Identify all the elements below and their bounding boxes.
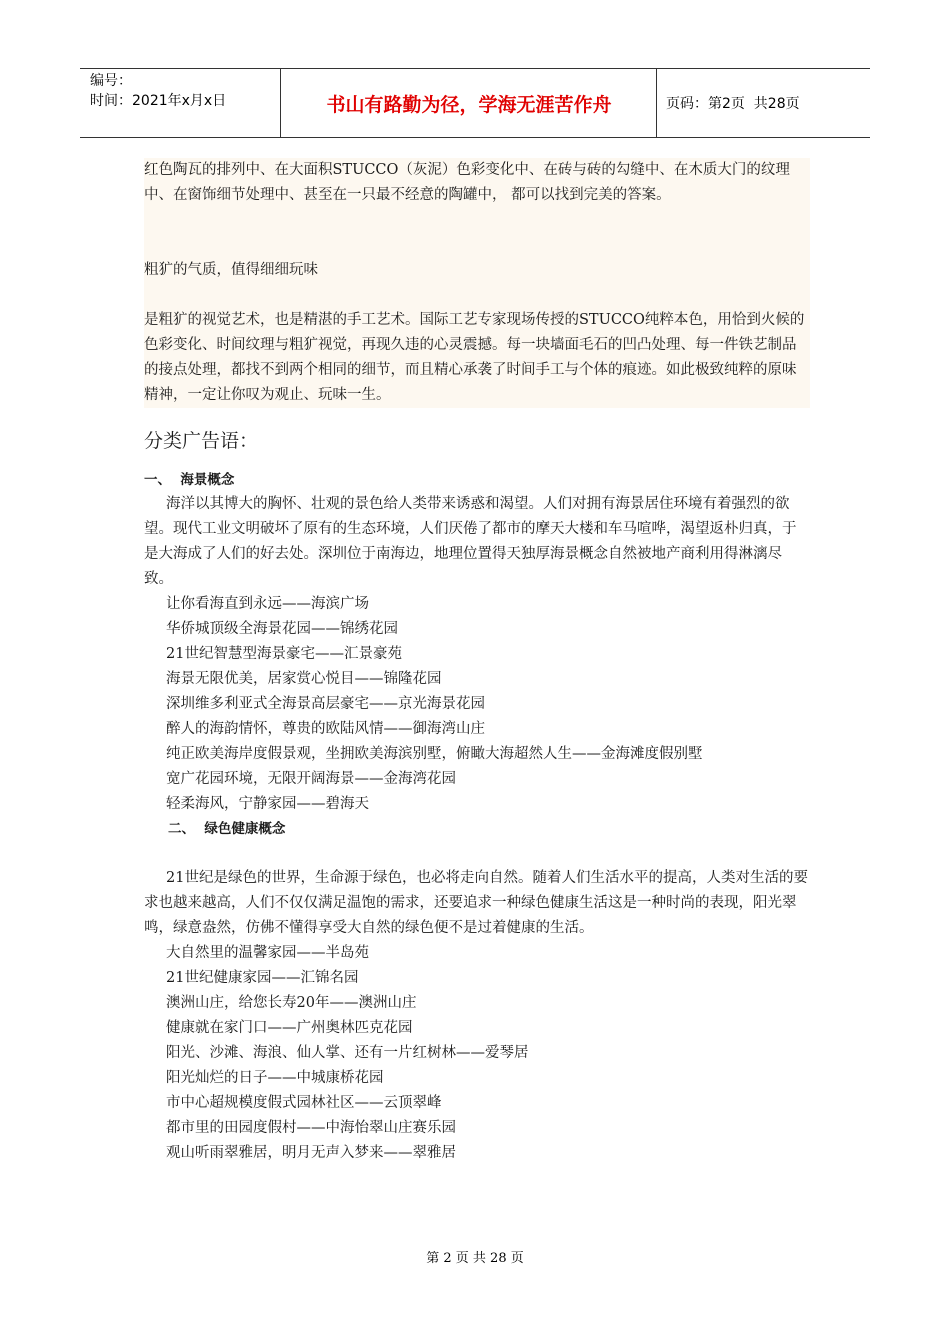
slogan-line: 海景无限优美，居家赏心悦目——锦隆花园 <box>166 671 442 687</box>
document-body <box>144 158 810 1166</box>
header-divider <box>280 69 281 137</box>
page-header <box>80 68 870 138</box>
slogan-line: 宽广花园环境，无限开阔海景——金海湾花园 <box>166 771 456 787</box>
slogan-line: 让你看海直到永远——海滨广场 <box>166 596 369 612</box>
slogan-line: 阳光灿烂的日子——中城康桥花园 <box>166 1070 384 1086</box>
slogan-line: 大自然里的温馨家园——半岛苑 <box>166 945 369 961</box>
slogan-line: 都市里的田园度假村——中海怡翠山庄赛乐园 <box>166 1120 456 1136</box>
section-green-health <box>144 817 810 1166</box>
intro-block <box>144 158 810 408</box>
slogan-line: 醉人的海韵情怀，尊贵的欧陆风情——御海湾山庄 <box>166 721 485 737</box>
slogan-line: 轻柔海风，宁静家园——碧海天 <box>166 796 369 812</box>
header-time: 时间：2021年x月x日 <box>90 93 227 109</box>
page-footer: 第 2 页 共 28 页 <box>426 1251 524 1266</box>
section-paragraph: 21世纪是绿色的世界，生命源于绿色，也必将走向自然。随着人们生活水平的提高，人类对生活的要求也越来越高，人们不仅仅满足温饱的需求，还要追求一种绿色健康生活这是一种时尚的表现，阳光翠鸣，绿意盎然，仿佛不懂得享受大自然的绿色便不是过着健康的生活。 <box>144 870 808 936</box>
slogan-line: 21世纪健康家园——汇锦名园 <box>166 970 359 986</box>
slogan-line: 市中心超规模度假式园林社区——云顶翠峰 <box>166 1095 442 1111</box>
intro-subtitle: 粗犷的气质，值得细细玩味 <box>144 262 318 278</box>
header-page-number: 页码：第2页 共28页 <box>666 96 800 112</box>
section-title: 二、 绿色健康概念 <box>168 821 286 837</box>
slogan-line: 深圳维多利亚式全海景高层豪宅——京光海景花园 <box>166 696 485 712</box>
intro-paragraph: 红色陶瓦的排列中、在大面积STUCCO（灰泥）色彩变化中、在砖与砖的勾缝中、在木质大门的纹理中、在窗饰细节处理中、甚至在一只最不经意的陶罐中， 都可以找到完美的答案。 <box>144 162 790 203</box>
section-title: 一、 海景概念 <box>144 472 235 488</box>
section-sea-view <box>144 468 810 817</box>
slogan-line: 健康就在家门口——广州奥林匹克花园 <box>166 1020 413 1036</box>
slogan-line: 观山听雨翠雅居，明月无声入梦来——翠雅居 <box>166 1145 456 1161</box>
header-meta <box>90 71 280 111</box>
header-number: 编号： <box>90 73 132 89</box>
slogan-line: 21世纪智慧型海景豪宅——汇景豪苑 <box>166 646 402 662</box>
slogan-line: 纯正欧美海岸度假景观，坐拥欧美海滨别墅，俯瞰大海超然人生——金海滩度假别墅 <box>166 746 703 762</box>
section-heading: 分类广告语： <box>144 430 259 452</box>
section-paragraph: 海洋以其博大的胸怀、壮观的景色给人类带来诱惑和渴望。人们对拥有海景居住环境有着强烈的欲望。现代工业文明破坏了原有的生态环境，人们厌倦了都市的摩天大楼和车马喧哗，渴望返朴归真，于是大海成了人们的好去处。深圳位于南海边，地理位置得天独厚海景概念自然被地产商利用得淋漓尽致。 <box>144 496 797 587</box>
slogan-line: 阳光、沙滩、海浪、仙人掌、还有一片红树林——爱琴居 <box>166 1045 529 1061</box>
header-divider <box>656 69 657 137</box>
slogan-line: 华侨城顶级全海景花园——锦绣花园 <box>166 621 398 637</box>
header-motto: 书山有路勤为径，学海无涯苦作舟 <box>326 93 612 116</box>
intro-paragraph: 是粗犷的视觉艺术，也是精湛的手工艺术。国际工艺专家现场传授的STUCCO纯粹本色，用恰到火候的色彩变化、时间纹理与粗犷视觉，再现久违的心灵震撼。每一块墙面毛石的凹凸处理、每一件铁艺制品的接点处理，都找不到两个相同的细节，而且精心承袭了时间手工与个体的痕迹。如此极致纯粹的原味精神，一定让你叹为观止、玩味一生。 <box>144 312 805 403</box>
slogan-line: 澳洲山庄，给您长寿20年——澳洲山庄 <box>166 995 417 1011</box>
